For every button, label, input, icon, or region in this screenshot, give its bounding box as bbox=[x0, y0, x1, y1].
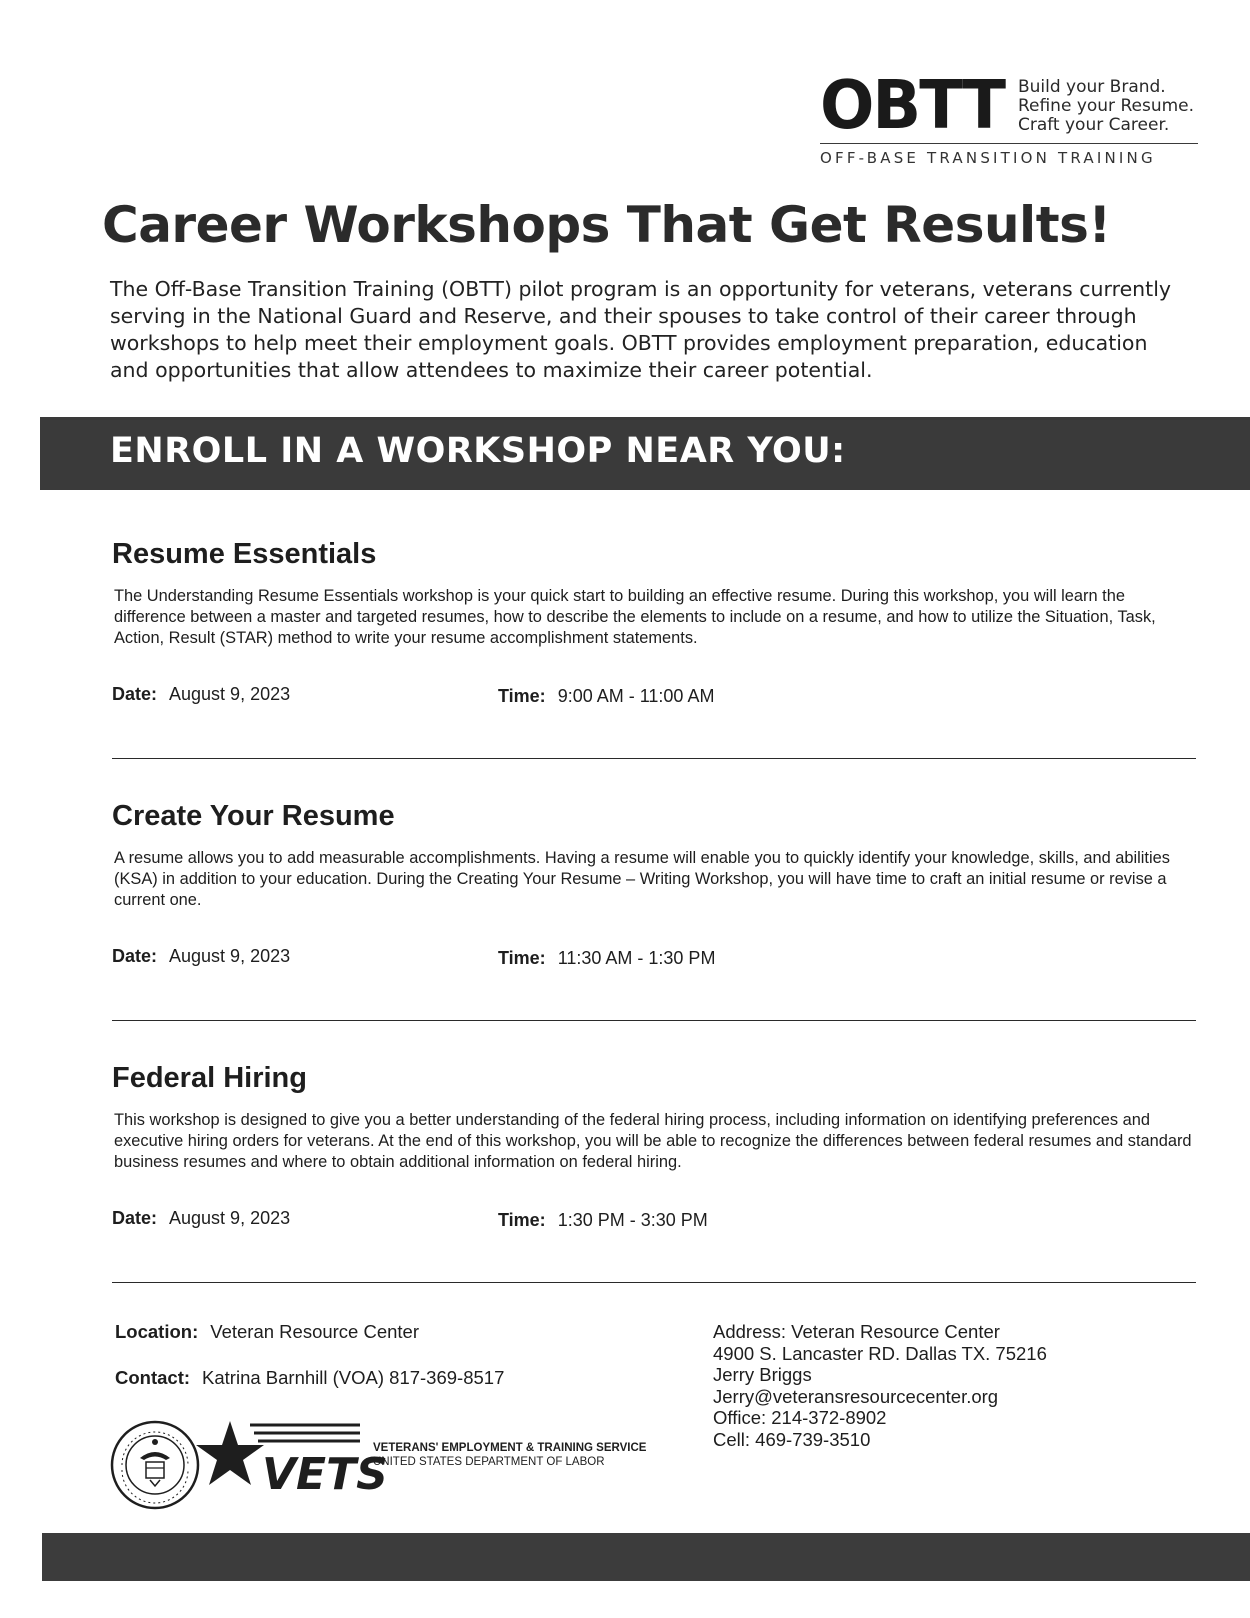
obtt-logo-mark: OBTT bbox=[820, 67, 1004, 145]
time-label: Time: bbox=[498, 948, 546, 968]
workshop-time bbox=[498, 1210, 708, 1231]
time-value: 1:30 PM - 3:30 PM bbox=[557, 1210, 708, 1230]
date-value: August 9, 2023 bbox=[169, 946, 291, 966]
date-label: Date: bbox=[112, 946, 158, 966]
workshop-description: This workshop is designed to give you a better understanding of the federal hiring process, including information on identifying preferences and executive hiring orders for veterans. At the end of this workshop, you will be able to recognize the differences between federal resumes and standard business resumes and where to obtain additional information on federal hiring. bbox=[114, 1111, 1192, 1171]
address-line-1: Address: Veteran Resource Center bbox=[713, 1321, 1000, 1342]
time-value: 11:30 AM - 1:30 PM bbox=[557, 948, 716, 968]
location-label: Location: bbox=[115, 1321, 199, 1342]
time-label: Time: bbox=[498, 686, 546, 706]
tagline-line-3: Craft your Career. bbox=[1017, 115, 1170, 135]
workshop-date bbox=[112, 1208, 290, 1229]
agency-line-1: VETERANS' EMPLOYMENT & TRAINING SERVICE bbox=[373, 1442, 647, 1454]
workshop-title: Create Your Resume bbox=[112, 800, 395, 832]
logo-tagline bbox=[1018, 78, 1194, 135]
contact-label: Contact: bbox=[115, 1367, 191, 1388]
obtt-logo bbox=[820, 67, 1198, 167]
footer-bar bbox=[42, 1533, 1250, 1581]
agency-name bbox=[373, 1442, 646, 1468]
address-block bbox=[713, 1321, 1047, 1450]
location-value: Veteran Resource Center bbox=[210, 1321, 420, 1342]
date-label: Date: bbox=[112, 1208, 158, 1228]
section-divider bbox=[112, 1020, 1196, 1021]
logo-subtitle: OFF-BASE TRANSITION TRAINING bbox=[820, 149, 1156, 167]
workshop-date bbox=[112, 946, 290, 967]
section-divider bbox=[112, 758, 1196, 759]
workshop-time bbox=[498, 686, 714, 707]
enroll-banner bbox=[40, 417, 1250, 490]
vets-logo bbox=[200, 1415, 388, 1500]
enroll-banner-text: ENROLL IN A WORKSHOP NEAR YOU: bbox=[110, 431, 846, 471]
contact-line bbox=[115, 1367, 504, 1389]
tagline-line-2: Refine your Resume. bbox=[1017, 96, 1195, 116]
date-value: August 9, 2023 bbox=[169, 684, 291, 704]
workshop-description: A resume allows you to add measurable accomplishments. Having a resume will enable you to quickly identify your knowledge, skills, and abilities (KSA) in addition to your education. During the Creating Your Resume – Writing Workshop, you will have time to craft an initial resume or revise a current one. bbox=[114, 849, 1170, 909]
workshop-title: Federal Hiring bbox=[112, 1062, 307, 1094]
vets-logo-text: VETS bbox=[262, 1449, 388, 1500]
address-office-phone: Office: 214-372-8902 bbox=[713, 1407, 887, 1428]
address-cell-phone: Cell: 469-739-3510 bbox=[713, 1428, 871, 1450]
section-divider bbox=[112, 1282, 1196, 1283]
date-label: Date: bbox=[112, 684, 158, 704]
workshop-time bbox=[498, 948, 715, 969]
workshop-title: Resume Essentials bbox=[112, 538, 377, 570]
tagline-line-1: Build your Brand. bbox=[1017, 77, 1166, 97]
address-line-3: Jerry Briggs bbox=[713, 1364, 812, 1385]
time-value: 9:00 AM - 11:00 AM bbox=[557, 686, 715, 706]
location-line bbox=[115, 1321, 419, 1343]
department-of-labor-seal-icon bbox=[110, 1420, 200, 1515]
workshop-description: The Understanding Resume Essentials workshop is your quick start to building an effective resume. During this workshop, you will learn the difference between a master and targeted resumes, how to describe the elements to include on a resume, and how to utilize the Situation, Task, Action, Result (STAR) method to write your resume accomplishment statements. bbox=[114, 587, 1156, 647]
contact-value: Katrina Barnhill (VOA) 817-369-8517 bbox=[202, 1367, 505, 1388]
address-email: Jerry@veteransresourcecenter.org bbox=[713, 1385, 999, 1407]
agency-line-2: UNITED STATES DEPARTMENT OF LABOR bbox=[373, 1456, 605, 1468]
intro-paragraph: The Off-Base Transition Training (OBTT) pilot program is an opportunity for veterans, veterans currently serving in the National Guard and Reserve, and their spouses to take control of their career through workshops to help meet their employment goals. OBTT provides employment preparation, education and opportunities that allow attendees to maximize their career potential. bbox=[110, 277, 1172, 382]
address-line-2: 4900 S. Lancaster RD. Dallas TX. 75216 bbox=[713, 1342, 1047, 1364]
date-value: August 9, 2023 bbox=[169, 1208, 291, 1228]
workshop-date bbox=[112, 684, 290, 705]
page-title: Career Workshops That Get Results! bbox=[102, 196, 1111, 254]
time-label: Time: bbox=[498, 1210, 546, 1230]
